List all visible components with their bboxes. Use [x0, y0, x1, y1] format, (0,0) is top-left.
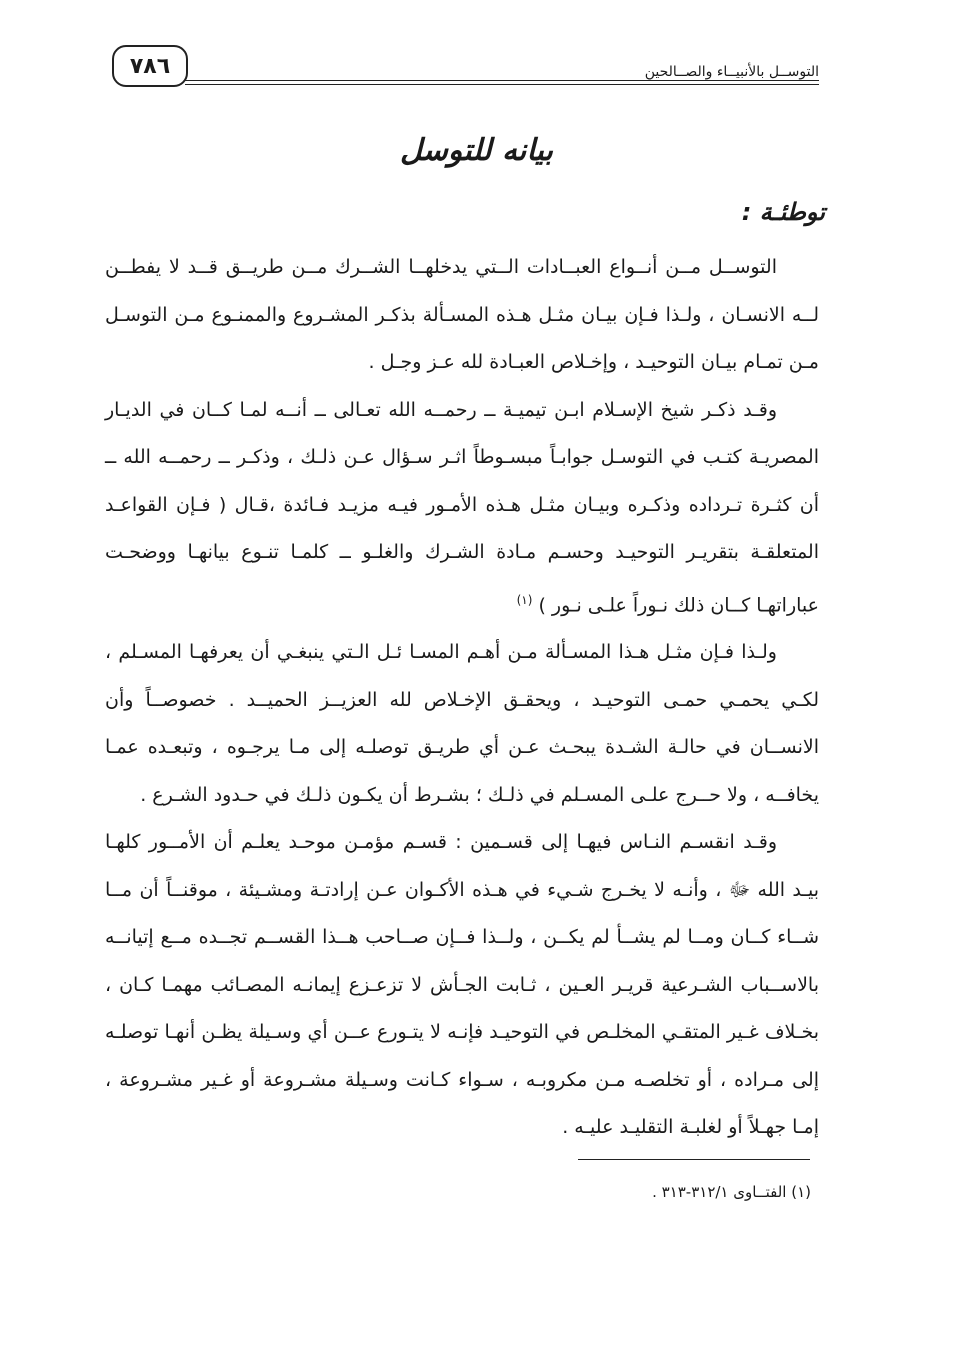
header-rule: [185, 80, 819, 81]
paragraph-4: وقـد انقسـم النـاس فيهـا إلى قسـمين : قسـم مؤمـن موحـد يعلـم أن الأمــور كلهـا بيـد الله ﷻ ، وأنـه لا يخـرج شـيء في هـذه الأكـوان عـن إرادتـة ومشـيئة ، موقنــاً أن مــا شــاء كــان ومــا لم يشــأ لم يكــن ، ولــذا فــإن صــاحب هــذا القســم تجــده مــع إتيانــه بالاســباب الشـرعية قريـر العـين ، ثـابت الجـأش لا تزعـزع إيمانـه المصـائب مهمـا كـان ، بخـلاف غـير المتقـي المخلـص في التوحيـد فإنـه لا يتـورع عــن أي وسـيلة يظـن أنهـا توصلـه إلى مـراده ، أو تخلصـه مـن مكروبـه ، سـواء كـانت وسـيلة مشـروعة أو غـير مشـروعة ، إمـا جهـلاً أو لغلبـة التقليـد عليـه .: [105, 831, 819, 1139]
paragraph-3: ولـذا فـإن مثـل هـذا المسـألة مـن أهـم المسـا ئـل الـتي ينبغـي أن يعرفهـا المسـلم ، لكـي يحمـي حمـى التوحيـد ، ويحقـق الإخـلاص لله العزيــز الحميــد . خصوصــاً وأن الانســان في حالـة الشـدة يبحـث عـن أي طريـق توصلـه إلى مـا يرجـوه ، وتبعـده عمـا يخافــه ، ولا حــرج علـى المسـلم في ذلـك ؛ بشـرط أن يكـون ذلـك في حـدود الشـرع .: [105, 641, 819, 806]
sub-heading: توطئـة :: [741, 198, 825, 226]
footnote: (١) الفتــاوى ٣١٢/١-٣١٣ .: [652, 1183, 811, 1201]
footnote-rule: [578, 1159, 810, 1160]
paragraph-2-text: وقـد ذكـر شيخ الإسـلام ابـن تيميـة ــ رحمــه الله تعـالى ــ أنــه لمـا كــان في الديـار المصريـة كتـب في التوسـل جوابـاً مبسـوطاً اثـر سـؤال عـن ذلـك ، وذكـر ــ رحمــه الله ــ أن كثـرة تـرداده وذكـره وبيـان مثـل هـذه الأمـور فيـه مزيـد فـائدة ،قـال ( فـإن القواعـد المتعلقـة بتقريـر التوحيـد وحسـم مـادة الشـرك والغلـو ــ كلمـا تنـوع بيانهـا ووضحـت عباراتهـا كــان ذلك نـوراً علـى نـور ): [105, 398, 819, 616]
footnote-marker: (١): [516, 592, 533, 607]
section-title: بيانه للتوسل: [400, 133, 553, 168]
page-number: ٧٨٦: [112, 45, 188, 87]
paragraph-2: [105, 387, 819, 630]
body-text: [105, 244, 819, 1152]
paragraph-1: التوســل مــن أنــواع العبــادات الــتي يدخلهــا الشــرك مــن طريــق قــد لا يفطــن لــه الانسـان ، ولـذا فـإن بيـان مثـل هـذه المسـألة بذكـر المشـروع والممنـوع مـن التوسـل مـن تمـام بيـان التوحيـد ، وإخـلاص العبـادة لله عـز وجـل .: [105, 256, 819, 373]
running-title: التوســل بالأنبيــاء والصــالحين: [639, 64, 819, 80]
header-rule-double: [185, 84, 819, 85]
